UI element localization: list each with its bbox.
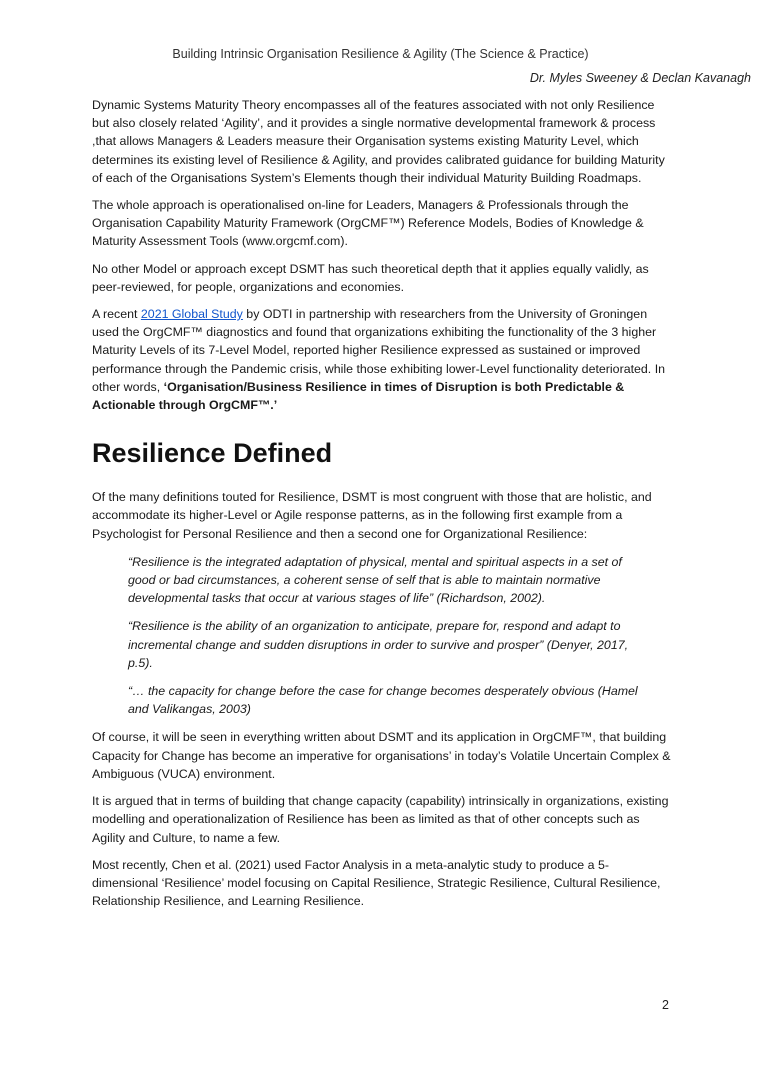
global-study-conclusion: ‘Organisation/Business Resilience in times of Disruption is both Predictable & Actionable through OrgCMF™.’	[92, 379, 625, 413]
paragraph-global-study	[92, 305, 672, 414]
paragraph-theoretical-depth: No other Model or approach except DSMT has such theoretical depth that it applies equally validly, as peer-reviewed, for people, organizations and economies.	[92, 261, 649, 294]
global-study-prefix: A recent	[92, 307, 141, 322]
global-study-link[interactable]: 2021 Global Study	[140, 307, 243, 322]
quote-denyer: “Resilience is the ability of an organization to anticipate, prepare for, respond and adapt to incremental change and sudden disruptions in order to survive and prosper” (Denyer, 2017, p.5).	[128, 619, 629, 670]
page-body	[92, 96, 672, 919]
global-study-text: by ODTI in partnership with researchers from the University of Groningen used the OrgCMF™ diagnostics and found that organizations exhibiting the functionality of the 3 higher Maturity Levels of its 7-Level Model, reported higher Resilience expressed as sustained or improved performance through the Pandemic crisis, while those exhibiting lower-Level functionality deteriorated. In other words,	[92, 307, 666, 394]
quote-hamel-valikangas: “… the capacity for change before the case for change becomes desperately obvious (Hamel and Valikangas, 2003)	[128, 684, 638, 717]
paragraph-orgcmf-operationalised: The whole approach is operationalised on-line for Leaders, Managers & Professionals through the Organisation Capability Maturity Framework (OrgCMF™) Reference Models, Bodies of Knowledge & Maturity Assessment Tools (www.orgcmf.com).	[92, 198, 644, 249]
header-authors: Dr. Myles Sweeney & Declan Kavanagh	[529, 71, 751, 85]
quote-richardson: “Resilience is the integrated adaptation of physical, mental and spiritual aspects in a set of good or bad circumstances, a coherent sense of self that is able to maintain normative developmental tasks that occur at various stages of life” (Richardson, 2002).	[128, 554, 622, 606]
running-header-title: Building Intrinsic Organisation Resilience & Agility (The Science & Practice)	[172, 47, 589, 61]
paragraph-dsmt-overview: Dynamic Systems Maturity Theory encompasses all of the features associated with not only Resilience but also closely related ‘Agility’, and it provides a single normative developmental framework & process ,that allows Managers & Leaders measure their Organisation systems existing Maturity Level, which determines its existing level of Resilience & Agility, and provides calibrated guidance for building Maturity of each of the Organisations System’s Elements though their individual Maturity Building Roadmaps.	[92, 98, 665, 185]
paragraph-capacity-for-change: Of course, it will be seen in everything written about DSMT and its application in OrgCMF™, that building Capacity for Change has become an imperative for organisations’ in today’s Volatile Uncertain Complex & Ambiguous (VUCA) environment.	[92, 730, 671, 781]
section-heading: Resilience Defined	[92, 438, 333, 469]
paragraph-chen-study: Most recently, Chen et al. (2021) used Factor Analysis in a meta-analytic study to produce a 5-dimensional ‘Resilience’ model focusing on Capital Resilience, Strategic Resilience, Cultural Resilience, Relationship Resilience, and Learning Resilience.	[92, 857, 661, 909]
paragraph-definitions-intro: Of the many definitions touted for Resilience, DSMT is most congruent with those that are holistic, and accommodate its higher-Level or Agile response patterns, as in the following first example from a Psychologist for Personal Resilience and then a second one for Organizational Resilience:	[92, 490, 652, 541]
page-number: 2	[662, 998, 669, 1012]
paragraph-change-capacity: It is argued that in terms of building that change capacity (capability) intrinsically in organizations, existing modelling and operationalization of Resilience has been as limited as that of other concepts such as Agility and Culture, to name a few.	[92, 794, 669, 845]
